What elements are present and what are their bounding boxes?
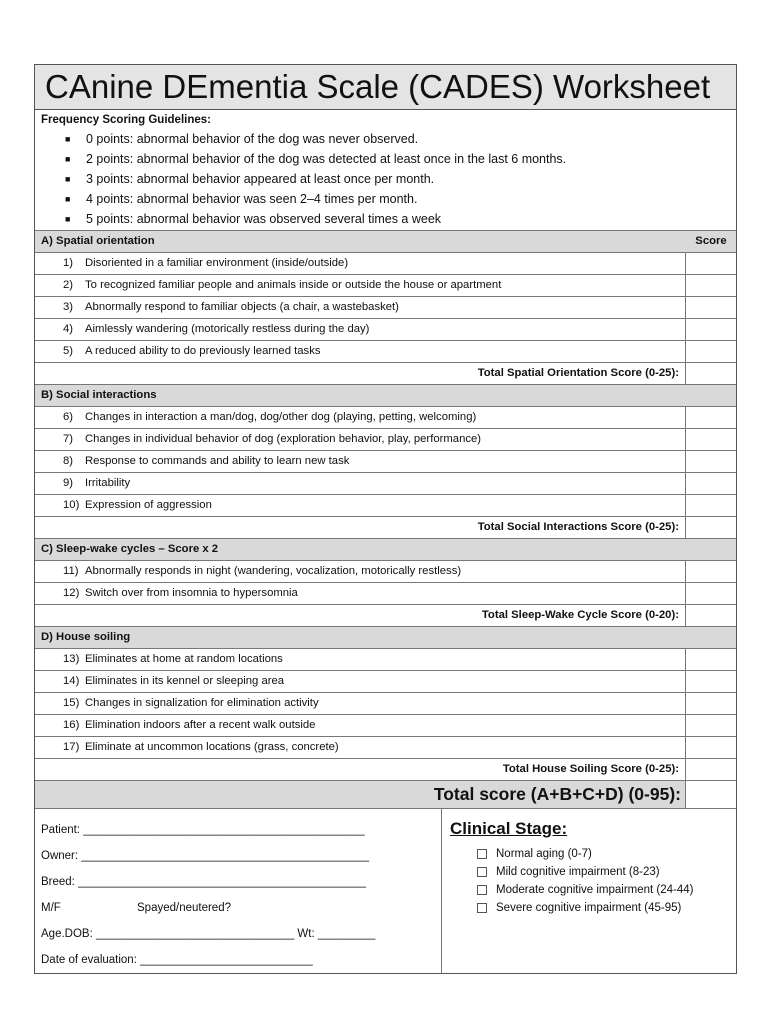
score-cell[interactable] (685, 649, 736, 670)
section-total-row (35, 604, 736, 626)
question-text (35, 275, 685, 296)
stage-label: Moderate cognitive impairment (24-44) (496, 884, 694, 896)
scoring-guidelines (35, 110, 736, 230)
score-header (686, 627, 736, 648)
score-cell[interactable] (685, 671, 736, 692)
breed-field[interactable]: Breed: _____________________________________________ (41, 876, 366, 888)
question-number: 5) (63, 345, 74, 357)
question-number: 2) (63, 279, 74, 291)
score-cell[interactable] (685, 275, 736, 296)
question-label: Changes in individual behavior of dog (exploration behavior, play, performance) (85, 433, 482, 445)
bottom-panel (35, 808, 736, 973)
question-label: Changes in interaction a man/dog, dog/other dog (playing, petting, welcoming) (85, 411, 477, 423)
question-row (35, 340, 736, 362)
question-label: Abnormally responds in night (wandering, vocalization, motorically restless) (85, 565, 462, 577)
section-total-label: Total Sleep-Wake Cycle Score (0-20): (481, 609, 679, 621)
score-cell[interactable] (685, 737, 736, 758)
score-cell[interactable] (685, 429, 736, 450)
question-row (35, 494, 736, 516)
bullet-icon: ■ (65, 154, 71, 164)
question-number: 3) (63, 301, 74, 313)
guideline-text: 2 points: abnormal behavior of the dog was detected at least once in the last 6 months. (86, 152, 567, 166)
question-text (35, 715, 685, 736)
question-label: Eliminates in its kennel or sleeping area (85, 675, 285, 687)
score-cell[interactable] (685, 451, 736, 472)
guideline-text: 0 points: abnormal behavior of the dog was never observed. (86, 132, 419, 146)
question-label: Elimination indoors after a recent walk outside (85, 719, 316, 731)
question-number: 10) (63, 499, 80, 511)
question-number: 12) (63, 587, 80, 599)
age-weight-field[interactable]: Age.DOB: _______________________________ Wt: _________ (41, 928, 376, 940)
stage-label: Normal aging (0-7) (496, 848, 592, 860)
question-number: 16) (63, 719, 80, 731)
score-cell[interactable] (685, 297, 736, 318)
clinical-stage-options (450, 845, 736, 917)
question-label: Disoriented in a familiar environment (inside/outside) (85, 257, 349, 269)
question-row (35, 428, 736, 450)
score-header: Score (695, 235, 727, 247)
section-total-label: Total House Soiling Score (0-25): (502, 763, 679, 775)
section-label: D) House soiling (41, 631, 131, 643)
section-label: A) Spatial orientation (41, 235, 155, 247)
question-row (35, 406, 736, 428)
checkbox-icon[interactable] (477, 867, 487, 877)
question-label: Changes in signalization for elimination activity (85, 697, 319, 709)
question-text (35, 473, 685, 494)
question-number: 15) (63, 697, 80, 709)
question-row (35, 472, 736, 494)
stage-option[interactable] (450, 863, 736, 881)
question-text (35, 671, 685, 692)
question-text (35, 737, 685, 758)
question-text (35, 253, 685, 274)
guideline-text: 3 points: abnormal behavior appeared at least once per month. (86, 172, 435, 186)
guideline-item (41, 209, 736, 229)
question-number: 11) (63, 565, 79, 577)
question-number: 7) (63, 433, 74, 445)
question-label: To recognized familiar people and animals inside or outside the house or apartment (85, 279, 502, 291)
score-cell[interactable] (685, 495, 736, 516)
spayed-field[interactable]: Spayed/neutered? (137, 902, 231, 914)
section-total-row (35, 758, 736, 780)
sex-row (41, 895, 441, 921)
bullet-icon: ■ (65, 134, 71, 144)
patient-info (35, 809, 442, 973)
question-number: 4) (63, 323, 74, 335)
grand-total-label: Total score (A+B+C+D) (0-95): (433, 784, 681, 804)
question-text (35, 319, 685, 340)
question-label: Aimlessly wandering (motorically restless during the day) (85, 323, 370, 335)
section-total-label: Total Spatial Orientation Score (0-25): (477, 367, 679, 379)
score-cell[interactable] (685, 473, 736, 494)
section-total-row (35, 362, 736, 384)
question-row (35, 714, 736, 736)
section-header (35, 384, 736, 406)
stage-label: Severe cognitive impairment (45-95) (496, 902, 682, 914)
evaluation-date-field[interactable]: Date of evaluation: ___________________________ (41, 954, 313, 966)
question-label: Response to commands and ability to learn new task (85, 455, 350, 467)
guideline-text: 4 points: abnormal behavior was seen 2–4 times per month. (86, 192, 418, 206)
owner-field[interactable]: Owner: _____________________________________________ (41, 850, 370, 862)
question-text (35, 429, 685, 450)
question-label: Switch over from insomnia to hypersomnia (85, 587, 298, 599)
score-cell[interactable] (685, 253, 736, 274)
guideline-item (41, 169, 736, 189)
checkbox-icon[interactable] (477, 903, 487, 913)
question-label: Eliminates at home at random locations (85, 653, 283, 665)
page-title: CAnine DEmentia Scale (CADES) Worksheet (35, 65, 736, 110)
grand-total-score-cell[interactable] (685, 781, 736, 808)
question-number: 13) (63, 653, 80, 665)
score-cell[interactable] (685, 319, 736, 340)
section-header (35, 626, 736, 648)
question-number: 8) (63, 455, 74, 467)
section-label: C) Sleep-wake cycles – Score x 2 (41, 543, 219, 555)
question-number: 17) (63, 741, 80, 753)
question-label: A reduced ability to do previously learned tasks (85, 345, 321, 357)
total-score-cell[interactable] (685, 605, 736, 626)
guideline-item (41, 189, 736, 209)
question-row (35, 648, 736, 670)
question-row (35, 252, 736, 274)
sections-container (35, 230, 736, 780)
question-row (35, 274, 736, 296)
bullet-icon: ■ (65, 214, 71, 224)
guideline-item (41, 129, 736, 149)
stage-option[interactable] (450, 899, 736, 917)
question-row (35, 582, 736, 604)
section-total-row (35, 516, 736, 538)
cades-worksheet (34, 64, 737, 974)
question-text (35, 649, 685, 670)
question-number: 6) (63, 411, 74, 423)
question-row (35, 670, 736, 692)
score-header (686, 539, 736, 560)
score-cell[interactable] (685, 407, 736, 428)
score-cell[interactable] (685, 715, 736, 736)
question-label: Eliminate at uncommon locations (grass, concrete) (85, 741, 339, 753)
guideline-item (41, 149, 736, 169)
question-number: 9) (63, 477, 74, 489)
section-label: B) Social interactions (41, 389, 157, 401)
clinical-stage-panel (442, 809, 736, 973)
bullet-icon: ■ (65, 194, 71, 204)
bullet-icon: ■ (65, 174, 71, 184)
question-number: 1) (63, 257, 74, 269)
score-cell[interactable] (685, 561, 736, 582)
stage-option[interactable] (450, 881, 736, 899)
patient-field[interactable]: Patient: ____________________________________________ (41, 824, 365, 836)
question-text (35, 407, 685, 428)
section-total-label: Total Social Interactions Score (0-25): (477, 521, 679, 533)
score-cell[interactable] (685, 693, 736, 714)
score-cell[interactable] (685, 341, 736, 362)
question-text (35, 451, 685, 472)
total-score-cell[interactable] (685, 363, 736, 384)
clinical-stage-heading: Clinical Stage: (450, 819, 568, 838)
question-text (35, 297, 685, 318)
question-text (35, 495, 685, 516)
question-label: Irritability (85, 477, 131, 489)
question-row (35, 692, 736, 714)
question-row (35, 560, 736, 582)
section-header (35, 538, 736, 560)
question-text (35, 693, 685, 714)
score-header (686, 385, 736, 406)
question-text (35, 583, 685, 604)
stage-option[interactable] (450, 845, 736, 863)
question-row (35, 736, 736, 758)
stage-label: Mild cognitive impairment (8-23) (496, 866, 660, 878)
total-score-cell[interactable] (685, 517, 736, 538)
total-score-cell[interactable] (685, 759, 736, 780)
checkbox-icon[interactable] (477, 885, 487, 895)
guidelines-heading: Frequency Scoring Guidelines: (41, 114, 211, 126)
question-text (35, 561, 685, 582)
question-text (35, 341, 685, 362)
question-row (35, 318, 736, 340)
checkbox-icon[interactable] (477, 849, 487, 859)
mf-field[interactable]: M/F (41, 902, 61, 914)
score-cell[interactable] (685, 583, 736, 604)
question-row (35, 450, 736, 472)
question-label: Expression of aggression (85, 499, 212, 511)
guidelines-list (41, 129, 736, 229)
question-row (35, 296, 736, 318)
question-label: Abnormally respond to familiar objects (a chair, a wastebasket) (85, 301, 399, 313)
question-number: 14) (63, 675, 80, 687)
guideline-text: 5 points: abnormal behavior was observed several times a week (86, 212, 442, 226)
section-header (35, 230, 736, 252)
grand-total-row (35, 780, 736, 808)
